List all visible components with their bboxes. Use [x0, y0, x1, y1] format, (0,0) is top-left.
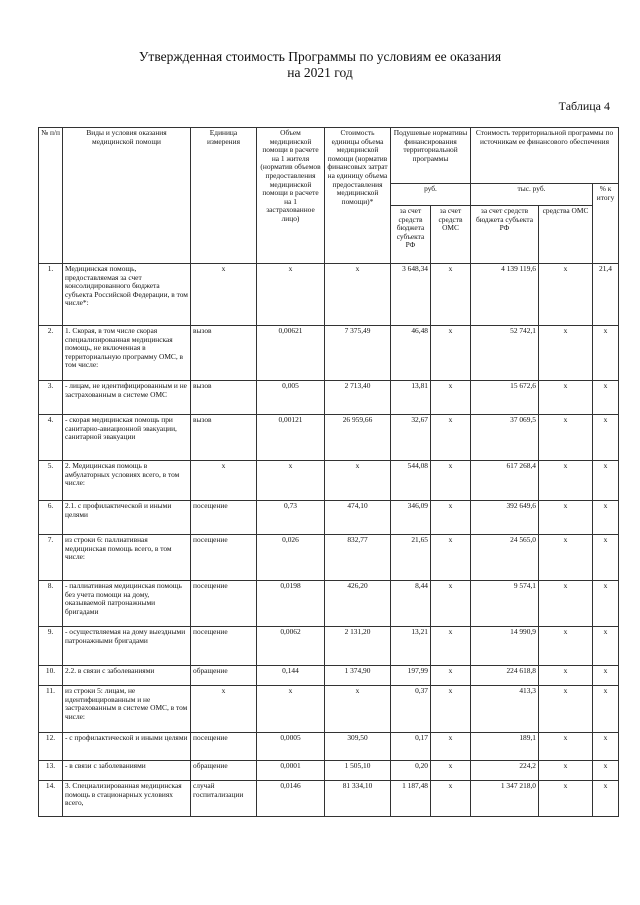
row-oms-total: х [539, 781, 593, 817]
row-pct: х [593, 326, 619, 381]
row-volume: 0,0062 [257, 627, 325, 666]
header-per-capita: Подушевые нормативы финансирования территориальной программы [391, 128, 471, 184]
row-kind: 2.2. в связи с заболеваниями [63, 666, 191, 686]
row-budget: 544,08 [391, 461, 431, 501]
header-cost: Стоимость единицы объема медицинской помощи (норматив финансовых затрат на единицу объема предоставления медицинской помощи)* [325, 128, 391, 264]
row-unit: обращение [191, 666, 257, 686]
table-body [39, 264, 619, 817]
table-row [39, 264, 619, 326]
row-oms-total: х [539, 461, 593, 501]
row-pct: х [593, 666, 619, 686]
row-kind: 2. Медицинская помощь в амбулаторных условиях всего, в том числе: [63, 461, 191, 501]
row-oms: х [431, 627, 471, 666]
row-cost: х [325, 686, 391, 733]
row-budget-total: 392 649,6 [471, 501, 539, 535]
row-cost: 2 131,20 [325, 627, 391, 666]
row-budget-total: 9 574,1 [471, 581, 539, 627]
row-oms: х [431, 761, 471, 781]
row-budget: 0,17 [391, 733, 431, 761]
row-pct: х [593, 781, 619, 817]
row-volume: х [257, 264, 325, 326]
table-row [39, 326, 619, 381]
row-number: 7. [39, 535, 63, 581]
row-budget: 0,20 [391, 761, 431, 781]
table-row [39, 686, 619, 733]
row-cost: 832,77 [325, 535, 391, 581]
row-number: 3. [39, 381, 63, 415]
row-volume: 0,0001 [257, 761, 325, 781]
row-cost: 1 374,90 [325, 666, 391, 686]
header-unit: Единица измерения [191, 128, 257, 264]
row-volume: 0,0005 [257, 733, 325, 761]
row-pct: х [593, 501, 619, 535]
header-budget: за счет средств бюджета субъекта РФ [391, 206, 431, 264]
row-kind: из строки 5: лицам, не идентифицированным и не застрахованным в системе ОМС, в том числе: [63, 686, 191, 733]
header-oms-2: средства ОМС [539, 206, 593, 264]
table-row [39, 761, 619, 781]
row-oms: х [431, 781, 471, 817]
row-unit: случай госпитализации [191, 781, 257, 817]
row-volume: 0,026 [257, 535, 325, 581]
row-oms-total: х [539, 264, 593, 326]
row-cost: 1 505,10 [325, 761, 391, 781]
row-pct: х [593, 415, 619, 461]
row-unit: вызов [191, 381, 257, 415]
row-number: 10. [39, 666, 63, 686]
row-unit: посещение [191, 627, 257, 666]
title-line-2: на 2021 год [287, 65, 353, 80]
cost-table [38, 127, 619, 817]
row-volume: х [257, 686, 325, 733]
row-cost: 81 334,10 [325, 781, 391, 817]
row-pct: х [593, 733, 619, 761]
row-oms-total: х [539, 627, 593, 666]
row-unit: х [191, 461, 257, 501]
row-budget: 32,67 [391, 415, 431, 461]
row-unit: обращение [191, 761, 257, 781]
row-kind: из строки 6: паллиативная медицинская помощь всего, в том числе: [63, 535, 191, 581]
row-volume: 0,00621 [257, 326, 325, 381]
row-unit: вызов [191, 415, 257, 461]
row-kind: 3. Специализированная медицинская помощь в стационарных условиях всего, [63, 781, 191, 817]
row-number: 13. [39, 761, 63, 781]
table-row [39, 381, 619, 415]
row-oms: х [431, 733, 471, 761]
row-kind: 2.1. с профилактической и иными целями [63, 501, 191, 535]
row-oms-total: х [539, 686, 593, 733]
table-row [39, 415, 619, 461]
header-budget-2: за счет средств бюджета субъекта РФ [471, 206, 539, 264]
row-unit: х [191, 264, 257, 326]
row-cost: 26 959,66 [325, 415, 391, 461]
table-row [39, 666, 619, 686]
row-budget-total: 14 990,9 [471, 627, 539, 666]
row-pct: х [593, 461, 619, 501]
row-cost: 2 713,40 [325, 381, 391, 415]
row-number: 2. [39, 326, 63, 381]
header-total: Стоимость территориальной программы по источникам ее финансового обеспечения [471, 128, 619, 184]
row-volume: 0,0146 [257, 781, 325, 817]
row-kind: - в связи с заболеваниями [63, 761, 191, 781]
row-kind: - с профилактической и иными целями [63, 733, 191, 761]
row-pct: х [593, 381, 619, 415]
row-oms: х [431, 326, 471, 381]
row-kind: - лицам, не идентифицированным и не застрахованным в системе ОМС [63, 381, 191, 415]
row-budget-total: 52 742,1 [471, 326, 539, 381]
row-number: 12. [39, 733, 63, 761]
row-budget-total: 413,3 [471, 686, 539, 733]
table-row [39, 627, 619, 666]
header-num: № п/п [39, 128, 63, 264]
row-volume: х [257, 461, 325, 501]
row-kind: - скорая медицинская помощь при санитарно-авиационной эвакуации, санитарной эвакуации [63, 415, 191, 461]
row-unit: вызов [191, 326, 257, 381]
row-budget-total: 1 347 218,0 [471, 781, 539, 817]
row-cost: 426,20 [325, 581, 391, 627]
row-number: 6. [39, 501, 63, 535]
row-pct: 21,4 [593, 264, 619, 326]
header-thous-rub: тыс. руб. [471, 184, 593, 206]
row-oms-total: х [539, 733, 593, 761]
table-label: Таблица 4 [558, 99, 610, 113]
row-oms: х [431, 686, 471, 733]
row-budget: 346,09 [391, 501, 431, 535]
row-oms-total: х [539, 326, 593, 381]
header-kind: Виды и условия оказания медицинской помощи [63, 128, 191, 264]
row-pct: х [593, 761, 619, 781]
row-cost: х [325, 264, 391, 326]
row-volume: 0,0198 [257, 581, 325, 627]
table-row [39, 781, 619, 817]
header-volume: Объем медицинской помощи в расчете на 1 жителя (норматив объемов предоставления медицинской помощи в расчете на 1 застрахованное лицо) [257, 128, 325, 264]
row-kind: - осуществляемая на дому выездными патронажными бригадами [63, 627, 191, 666]
row-budget: 3 648,34 [391, 264, 431, 326]
row-unit: х [191, 686, 257, 733]
header-oms: за счет средств ОМС [431, 206, 471, 264]
row-budget-total: 617 268,4 [471, 461, 539, 501]
row-budget-total: 15 672,6 [471, 381, 539, 415]
row-cost: 309,50 [325, 733, 391, 761]
header-pct: % к итогу [593, 184, 619, 264]
row-number: 8. [39, 581, 63, 627]
row-cost: 474,10 [325, 501, 391, 535]
row-oms: х [431, 581, 471, 627]
row-oms: х [431, 381, 471, 415]
row-cost: 7 375,49 [325, 326, 391, 381]
row-unit: посещение [191, 733, 257, 761]
table-row [39, 535, 619, 581]
table-row [39, 461, 619, 501]
row-kind: - паллиативная медицинская помощь без учета помощи на дому, оказываемой патронажными бригадами [63, 581, 191, 627]
row-volume: 0,00121 [257, 415, 325, 461]
row-unit: посещение [191, 581, 257, 627]
row-oms: х [431, 501, 471, 535]
table-row [39, 733, 619, 761]
row-budget: 1 187,48 [391, 781, 431, 817]
row-pct: х [593, 581, 619, 627]
row-volume: 0,005 [257, 381, 325, 415]
row-budget: 46,48 [391, 326, 431, 381]
row-budget-total: 37 069,5 [471, 415, 539, 461]
row-unit: посещение [191, 501, 257, 535]
row-budget-total: 24 565,0 [471, 535, 539, 581]
row-oms: х [431, 264, 471, 326]
row-volume: 0,73 [257, 501, 325, 535]
row-oms-total: х [539, 381, 593, 415]
row-budget: 0,37 [391, 686, 431, 733]
row-budget: 21,65 [391, 535, 431, 581]
row-number: 5. [39, 461, 63, 501]
row-oms-total: х [539, 761, 593, 781]
row-kind: Медицинская помощь, предоставляемая за счет консолидированного бюджета субъекта Российской Федерации, в том числе*: [63, 264, 191, 326]
row-budget-total: 224,2 [471, 761, 539, 781]
row-number: 4. [39, 415, 63, 461]
row-oms: х [431, 461, 471, 501]
header-rub: руб. [391, 184, 471, 206]
row-oms: х [431, 535, 471, 581]
title-line-1: Утвержденная стоимость Программы по условиям ее оказания [138, 49, 502, 64]
row-oms-total: х [539, 415, 593, 461]
row-budget: 13,21 [391, 627, 431, 666]
row-budget-total: 224 618,8 [471, 666, 539, 686]
row-pct: х [593, 686, 619, 733]
row-kind: 1. Скорая, в том числе скорая специализированная медицинская помощь, не включенная в территориальную программу ОМС, в том числе: [63, 326, 191, 381]
table-row [39, 501, 619, 535]
row-budget: 13,81 [391, 381, 431, 415]
row-pct: х [593, 627, 619, 666]
table-row [39, 581, 619, 627]
row-number: 14. [39, 781, 63, 817]
row-budget: 197,99 [391, 666, 431, 686]
row-unit: посещение [191, 535, 257, 581]
row-pct: х [593, 535, 619, 581]
row-oms-total: х [539, 666, 593, 686]
page-title [0, 49, 640, 81]
row-oms-total: х [539, 535, 593, 581]
row-budget-total: 4 139 119,6 [471, 264, 539, 326]
row-oms: х [431, 415, 471, 461]
row-cost: х [325, 461, 391, 501]
row-number: 1. [39, 264, 63, 326]
row-number: 11. [39, 686, 63, 733]
row-budget-total: 189,1 [471, 733, 539, 761]
row-number: 9. [39, 627, 63, 666]
row-volume: 0,144 [257, 666, 325, 686]
row-oms: х [431, 666, 471, 686]
row-oms-total: х [539, 501, 593, 535]
row-oms-total: х [539, 581, 593, 627]
row-budget: 8,44 [391, 581, 431, 627]
